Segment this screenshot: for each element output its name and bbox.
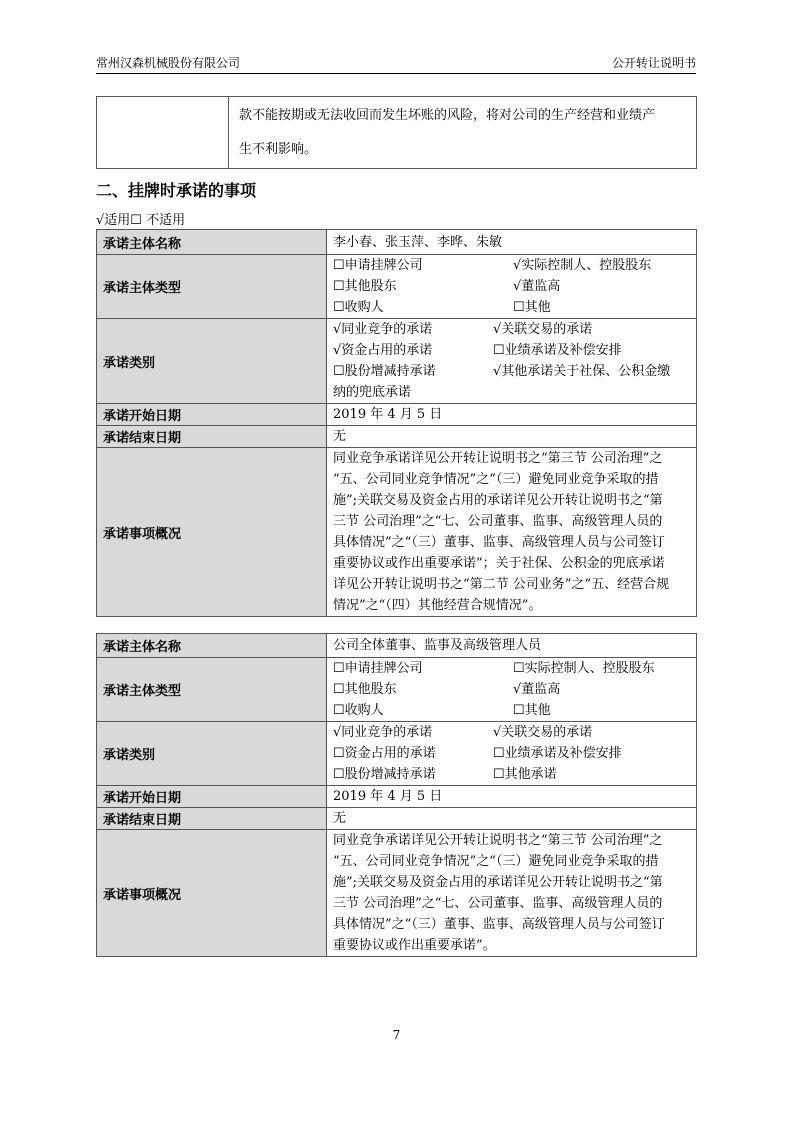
category-option: ☐股份增减持承诺 xyxy=(333,767,436,782)
start-date-value: 2019 年 4 月 5 日 xyxy=(327,404,697,426)
category-option: ☐股份增减持承诺 xyxy=(333,364,436,379)
summary-line: 三节 公司治理”之“七、公司董事、监事、高级管理人员的 xyxy=(333,896,663,911)
type-option: ☐其他股东 xyxy=(333,682,397,697)
commitment-table-1 xyxy=(96,229,697,617)
summary-line: 详见公开转让说明书之“第二节 公司业务”之“五、经营合规 xyxy=(333,577,670,592)
summary-line: 具体情况”之“（三）董事、监事、高级管理人员与公司签订 xyxy=(333,917,665,932)
category-option: ☐业绩承诺及补偿安排 xyxy=(493,343,622,358)
type-option: ☐申请挂牌公司 xyxy=(333,258,423,273)
start-date-value: 2019 年 4 月 5 日 xyxy=(327,786,697,808)
type-option: ☐其他股东 xyxy=(333,279,397,294)
type-option: ☐收购人 xyxy=(333,300,384,315)
category-option: √同业竞争的承诺 xyxy=(333,725,433,740)
summary-line: 重要协议或作出重要承诺”；关于社保、公积金的兜底承诺 xyxy=(333,556,665,571)
type-option: ☐其他 xyxy=(513,300,551,315)
label-category: 承诺类别 xyxy=(97,722,327,786)
category-option: √同业竞争的承诺 xyxy=(333,322,433,337)
category-option: √关联交易的承诺 xyxy=(493,322,593,337)
category-option: ☐其他承诺 xyxy=(493,767,557,782)
continued-risk-table xyxy=(96,96,697,169)
type-option: √实际控制人、控股股东 xyxy=(513,258,652,273)
summary-line: 同业竞争承诺详见公开转让说明书之“第三节 公司治理”之 xyxy=(333,833,663,848)
category-options xyxy=(327,722,697,786)
page-number: 7 xyxy=(392,1028,401,1042)
label-category: 承诺类别 xyxy=(97,319,327,404)
label-summary: 承诺事项概况 xyxy=(97,448,327,617)
label-end-date: 承诺结束日期 xyxy=(97,808,327,830)
summary-line: 具体情况”之“（三）董事、监事、高级管理人员与公司签订 xyxy=(333,535,665,550)
summary-line: 同业竞争承诺详见公开转让说明书之“第三节 公司治理”之 xyxy=(333,451,663,466)
label-subject-name: 承诺主体名称 xyxy=(97,230,327,255)
page-header xyxy=(96,56,696,74)
type-option: √董监高 xyxy=(513,279,561,294)
type-option: ☐实际控制人、控股股东 xyxy=(513,661,655,676)
label-start-date: 承诺开始日期 xyxy=(97,404,327,426)
category-option-continued: 纳的兜底承诺 xyxy=(333,385,412,400)
label-summary: 承诺事项概况 xyxy=(97,830,327,957)
risk-text-cell xyxy=(229,97,697,169)
summary-line: 施”;关联交易及资金占用的承诺详见公开转让说明书之“第 xyxy=(333,493,663,508)
label-subject-type: 承诺主体类型 xyxy=(97,255,327,319)
subject-name-value: 公司全体董事、监事及高级管理人员 xyxy=(327,634,697,658)
commitment-table-2 xyxy=(96,633,697,957)
category-option: √其他承诺关于社保、公积金缴 xyxy=(493,364,671,379)
subject-type-options xyxy=(327,658,697,722)
label-start-date: 承诺开始日期 xyxy=(97,786,327,808)
summary-line: 施”;关联交易及资金占用的承诺详见公开转让说明书之“第 xyxy=(333,875,663,890)
category-option: √关联交易的承诺 xyxy=(493,725,593,740)
section-title: 二、挂牌时承诺的事项 xyxy=(96,181,257,200)
type-option: ☐收购人 xyxy=(333,703,384,718)
type-option: ☐其他 xyxy=(513,703,551,718)
summary-value xyxy=(327,448,697,617)
label-subject-type: 承诺主体类型 xyxy=(97,658,327,722)
empty-cell xyxy=(97,97,229,169)
category-option: ☐资金占用的承诺 xyxy=(333,746,436,761)
risk-text-line: 生不利影响。 xyxy=(239,141,318,157)
category-options xyxy=(327,319,697,404)
label-subject-name: 承诺主体名称 xyxy=(97,634,327,658)
subject-type-options xyxy=(327,255,697,319)
type-option: ☐申请挂牌公司 xyxy=(333,661,423,676)
summary-line: 重要协议或作出重要承诺”。 xyxy=(333,938,496,953)
summary-line: “五、公司同业竞争情况”之“（三）避免同业竞争采取的措 xyxy=(333,854,659,869)
end-date-value: 无 xyxy=(327,426,697,448)
risk-text-line: 款不能按期或无法收回而发生坏账的风险，将对公司的生产经营和业绩产 xyxy=(239,107,656,123)
label-end-date: 承诺结束日期 xyxy=(97,426,327,448)
end-date-value: 无 xyxy=(327,808,697,830)
summary-line: 三节 公司治理”之“七、公司董事、监事、高级管理人员的 xyxy=(333,514,663,529)
category-option: √资金占用的承诺 xyxy=(333,343,433,358)
summary-line: 情况”之“（四）其他经营合规情况”。 xyxy=(333,598,542,613)
subject-name-value: 李小春、张玉萍、李晔、朱敏 xyxy=(327,230,697,255)
summary-line: “五、公司同业竞争情况”之“（三）避免同业竞争采取的措 xyxy=(333,472,659,487)
type-option: √董监高 xyxy=(513,682,561,697)
company-name: 常州汉森机械股份有限公司 xyxy=(96,56,241,70)
applicable-status: √适用☐ 不适用 xyxy=(96,213,186,228)
category-option: ☐业绩承诺及补偿安排 xyxy=(493,746,622,761)
summary-value xyxy=(327,830,697,957)
document-name: 公开转让说明书 xyxy=(611,56,696,70)
